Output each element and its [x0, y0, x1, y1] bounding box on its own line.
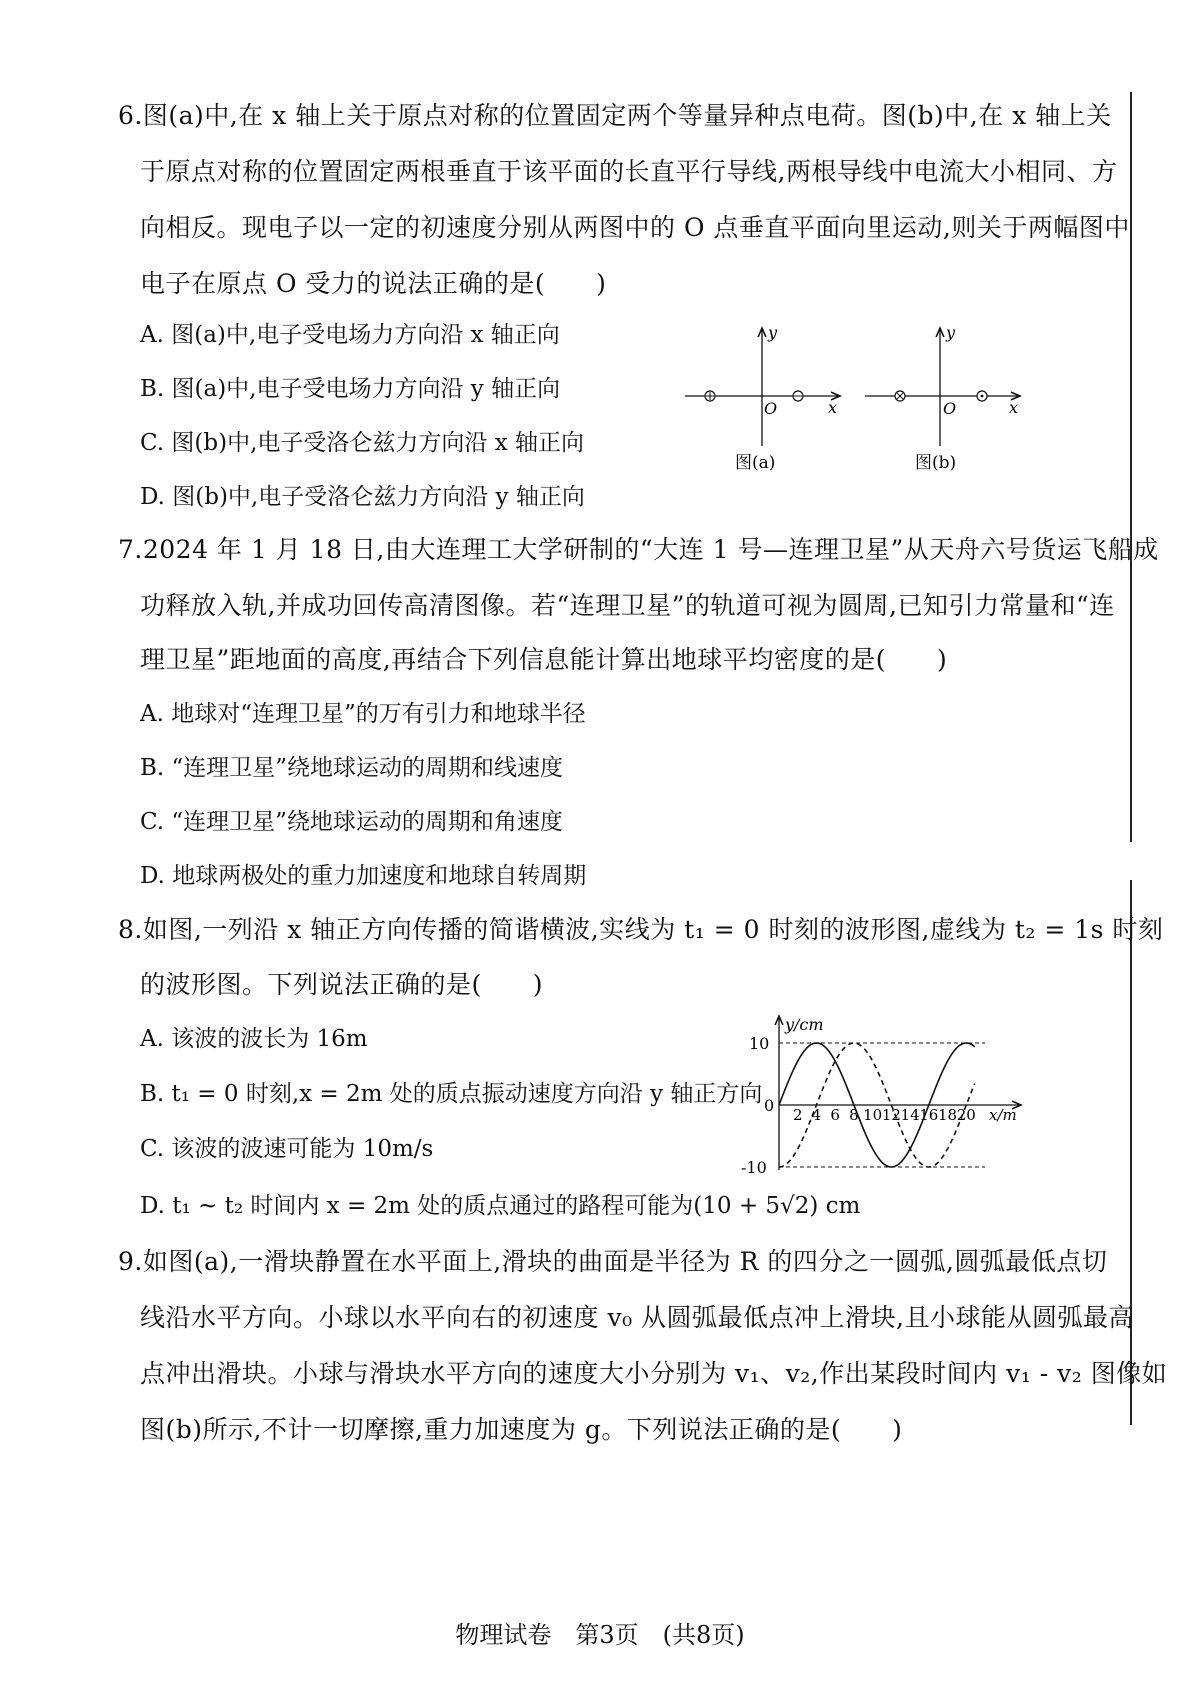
wave-x-tick-label: 4 — [811, 1106, 822, 1124]
wave-origin-label: 0 — [764, 1096, 775, 1115]
wave-y-tick-label: -10 — [741, 1158, 767, 1177]
wave-x-tick-label: 2 — [792, 1106, 803, 1124]
wave-x-tick-label: 12 — [881, 1106, 901, 1124]
q6-line-2: 于原点对称的位置固定两根垂直于该平面的长直平行导线,两根导线中电流大小相同、方 — [140, 157, 1118, 186]
q9-line-3: 点冲出滑块。小球与滑块水平方向的速度大小分别为 v₁、v₂,作出某段时间内 v₁ - v₂ 图像如 — [140, 1359, 1168, 1388]
q6-line-3: 向相反。现电子以一定的初速度分别从两图中的 O 点垂直平面向里运动,则关于两幅图中 — [140, 213, 1130, 242]
positive-charge-icon — [705, 391, 715, 401]
q6-option-d: D. 图(b)中,电子受洛仑兹力方向沿 y 轴正向 — [140, 484, 585, 510]
fig-b-caption: 图(b) — [915, 453, 957, 473]
q8-option-d: D. t₁ ~ t₂ 时间内 x = 2m 处的质点通过的路程可能为(10 + 5√2) cm — [140, 1193, 861, 1219]
figure-a — [680, 320, 855, 485]
q6-line-4: 电子在原点 O 受力的说法正确的是( ) — [140, 269, 607, 298]
q8-line-1: 8.如图,一列沿 x 轴正方向传播的简谐横波,实线为 t₁ = 0 时刻的波形图,虚线为 t₂ = 1s 时刻 — [118, 915, 1164, 944]
page-footer: 物理试卷 第3页 (共8页) — [455, 1621, 745, 1649]
wave-y-tick-label: 10 — [749, 1034, 770, 1053]
fig-a-caption: 图(a) — [735, 453, 776, 473]
wave-x-tick-label: 18 — [937, 1106, 958, 1124]
q7-line-1: 7.2024 年 1 月 18 日,由大连理工大学研制的“大连 1 号—连理卫星”从天舟六号货运飞船成 — [118, 535, 1159, 564]
q6-option-b: B. 图(a)中,电子受电场力方向沿 y 轴正向 — [140, 376, 561, 402]
wave-x-tick-label: 16 — [919, 1106, 939, 1124]
current-out-of-page-icon — [977, 391, 987, 401]
margin-rule-bottom — [1130, 880, 1132, 1425]
q9-line-4: 图(b)所示,不计一切摩擦,重力加速度为 g。下列说法正确的是( ) — [140, 1415, 903, 1444]
q9-line-1: 9.如图(a),一滑块静置在水平面上,滑块的曲面是半径为 R 的四分之一圆弧,圆弧最低点切 — [118, 1247, 1108, 1276]
fig-b-x-label: x — [1009, 398, 1019, 417]
q7-line-3: 理卫星”距地面的高度,再结合下列信息能计算出地球平均密度的是( ) — [140, 645, 948, 674]
wave-x-tick-label: 6 — [830, 1106, 840, 1124]
margin-rule-top — [1130, 92, 1132, 842]
negative-charge-icon — [793, 391, 803, 401]
wave-x-tick-label: 14 — [900, 1106, 920, 1124]
q6-line-1: 6.图(a)中,在 x 轴上关于原点对称的位置固定两个等量异种点电荷。图(b)中,在 x 轴上关 — [118, 101, 1112, 130]
wave-y-axis-label: y/cm — [785, 1015, 824, 1034]
current-into-page-icon — [895, 391, 905, 401]
wave-x-tick-label: 8 — [849, 1106, 859, 1124]
q7-option-a: A. 地球对“连理卫星”的万有引力和地球半径 — [140, 701, 586, 727]
q6-option-a: A. 图(a)中,电子受电场力方向沿 x 轴正向 — [140, 322, 560, 348]
q8-option-b: B. t₁ = 0 时刻,x = 2m 处的质点振动速度方向沿 y 轴正方向 — [140, 1081, 763, 1107]
fig-a-y-label: y — [768, 323, 778, 342]
wave-chart — [735, 1010, 1035, 1180]
fig-b-y-label: y — [946, 323, 956, 342]
q8-option-c: C. 该波的波速可能为 10m/s — [140, 1136, 434, 1162]
q9-line-2: 线沿水平方向。小球以水平向右的初速度 v₀ 从圆弧最低点冲上滑块,且小球能从圆弧最高 — [140, 1303, 1134, 1332]
wave-x-tick-label: 10 — [863, 1106, 883, 1124]
q7-option-d: D. 地球两极处的重力加速度和地球自转周期 — [140, 863, 587, 889]
q6-option-c: C. 图(b)中,电子受洛仑兹力方向沿 x 轴正向 — [140, 430, 584, 456]
q7-line-2: 功释放入轨,并成功回传高清图像。若“连理卫星”的轨道可视为圆周,已知引力常量和“连 — [140, 591, 1115, 620]
fig-b-origin-label: O — [943, 399, 957, 418]
q7-option-b: B. “连理卫星”绕地球运动的周期和线速度 — [140, 755, 564, 781]
figure-b — [860, 320, 1030, 485]
q7-option-c: C. “连理卫星”绕地球运动的周期和角速度 — [140, 809, 563, 835]
q8-line-2: 的波形图。下列说法正确的是( ) — [140, 970, 544, 999]
fig-a-x-label: x — [828, 398, 838, 417]
q8-option-a: A. 该波的波长为 16m — [140, 1026, 368, 1052]
wave-x-tick-label: 20 — [956, 1106, 976, 1124]
wave-x-axis-label: x/m — [989, 1106, 1017, 1124]
fig-a-origin-label: O — [764, 399, 778, 418]
